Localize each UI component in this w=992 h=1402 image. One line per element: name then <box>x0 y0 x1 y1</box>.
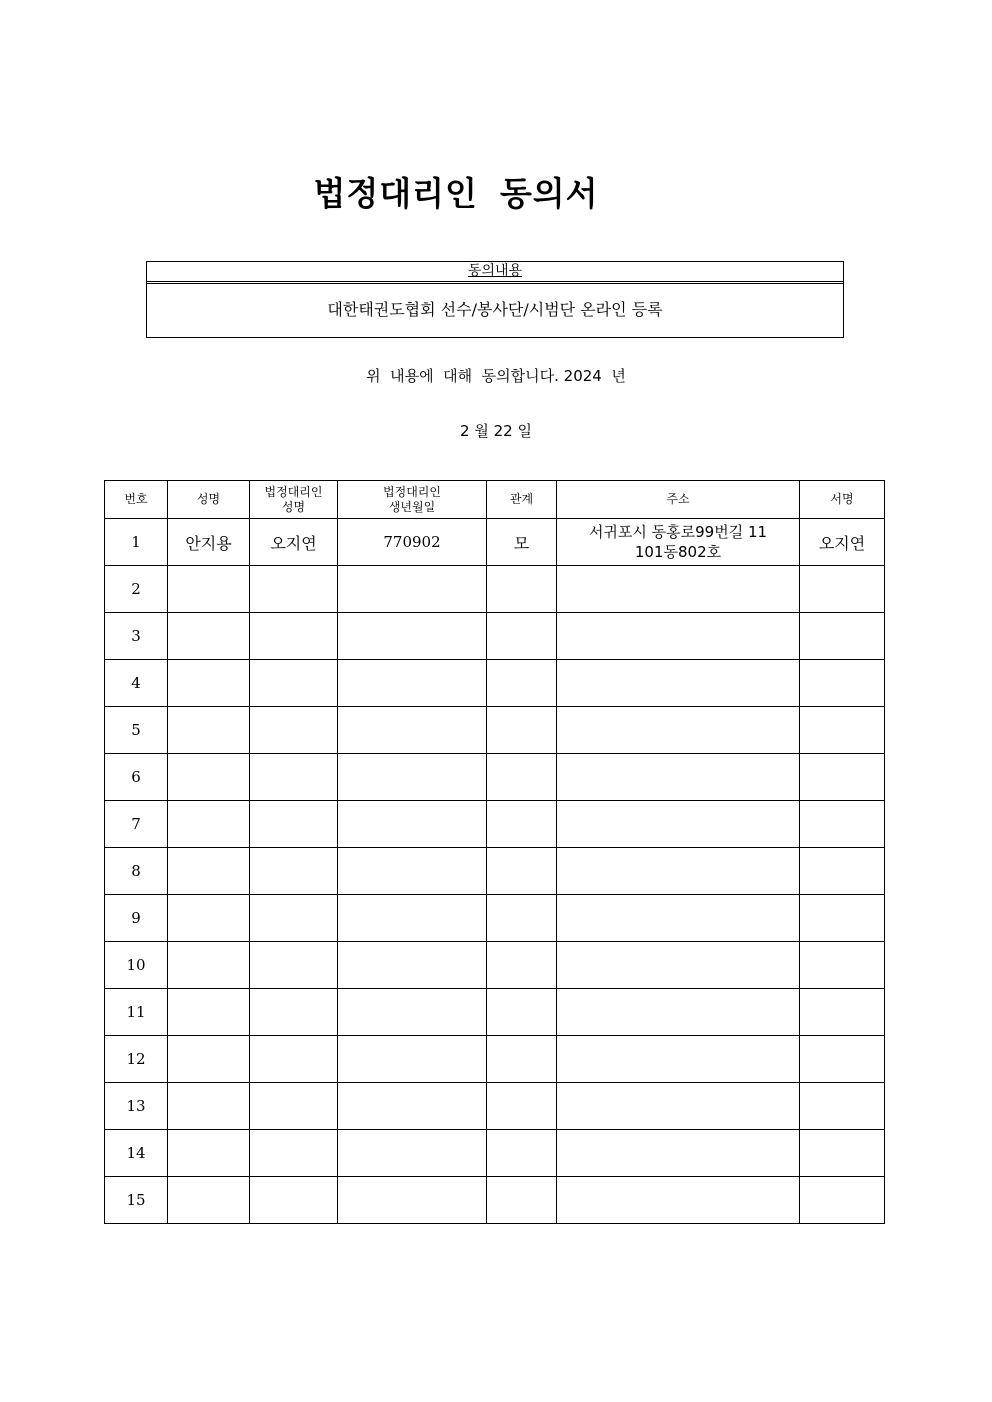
cell-guardian-birth <box>338 942 487 989</box>
cell-guardian-birth <box>338 1036 487 1083</box>
consent-text: 대한태권도협회 선수/봉사단/시범단 온라인 등록 <box>327 300 663 319</box>
cell-no: 1 <box>105 519 168 566</box>
cell-name <box>168 801 250 848</box>
cell-name <box>168 1083 250 1130</box>
cell-guardian-birth <box>338 848 487 895</box>
cell-guardian-name <box>250 1130 338 1177</box>
cell-guardian-name <box>250 1177 338 1224</box>
cell-guardian-name <box>250 1083 338 1130</box>
cell-signature <box>800 1083 885 1130</box>
consent-box <box>146 261 844 338</box>
cell-name <box>168 707 250 754</box>
cell-relation <box>487 660 557 707</box>
table-row <box>105 801 885 848</box>
cell-no: 13 <box>105 1083 168 1130</box>
agree-text: 위 내용에 대해 동의합니다. 2024 년 <box>366 367 626 385</box>
cell-guardian-name <box>250 942 338 989</box>
cell-guardian-name <box>250 660 338 707</box>
cell-address <box>557 566 800 613</box>
table-body <box>105 519 885 1224</box>
table-row <box>105 519 885 566</box>
table-row <box>105 848 885 895</box>
cell-guardian-birth <box>338 1130 487 1177</box>
cell-name <box>168 566 250 613</box>
cell-name <box>168 1036 250 1083</box>
header-relation: 관계 <box>487 481 557 519</box>
header-guardian-name-line1: 법정대리인 <box>264 484 323 499</box>
cell-relation <box>487 1177 557 1224</box>
cell-address <box>557 754 800 801</box>
cell-name <box>168 989 250 1036</box>
cell-name <box>168 1177 250 1224</box>
cell-address <box>557 801 800 848</box>
date-month-unit: 월 <box>474 422 489 440</box>
table-row <box>105 660 885 707</box>
cell-no: 15 <box>105 1177 168 1224</box>
cell-guardian-birth <box>338 989 487 1036</box>
table-row <box>105 942 885 989</box>
cell-signature <box>800 801 885 848</box>
cell-name <box>168 942 250 989</box>
cell-address <box>557 848 800 895</box>
cell-address <box>557 895 800 942</box>
cell-no: 9 <box>105 895 168 942</box>
cell-signature <box>800 989 885 1036</box>
cell-no: 6 <box>105 754 168 801</box>
cell-address <box>557 707 800 754</box>
consent-heading-label: 동의내용 <box>467 263 523 279</box>
cell-guardian-birth <box>338 707 487 754</box>
cell-guardian-name: 오지연 <box>250 519 338 566</box>
cell-guardian-name <box>250 989 338 1036</box>
cell-no: 14 <box>105 1130 168 1177</box>
cell-guardian-birth <box>338 754 487 801</box>
cell-signature <box>800 848 885 895</box>
cell-relation <box>487 989 557 1036</box>
table-row <box>105 1083 885 1130</box>
cell-signature: 오지연 <box>800 519 885 566</box>
cell-relation <box>487 566 557 613</box>
cell-no: 7 <box>105 801 168 848</box>
cell-relation <box>487 707 557 754</box>
cell-address <box>557 660 800 707</box>
cell-name <box>168 1130 250 1177</box>
cell-signature <box>800 707 885 754</box>
header-guardian-name-line2: 성명 <box>281 499 306 514</box>
cell-signature <box>800 1177 885 1224</box>
agree-statement <box>0 365 992 386</box>
cell-no: 5 <box>105 707 168 754</box>
cell-address <box>557 1177 800 1224</box>
cell-relation <box>487 942 557 989</box>
cell-relation <box>487 613 557 660</box>
table-row <box>105 895 885 942</box>
cell-relation: 모 <box>487 519 557 566</box>
cell-guardian-birth: 770902 <box>338 519 487 566</box>
header-no: 번호 <box>105 481 168 519</box>
cell-guardian-name <box>250 801 338 848</box>
cell-address <box>557 519 800 566</box>
cell-no: 12 <box>105 1036 168 1083</box>
header-signature: 서명 <box>800 481 885 519</box>
cell-guardian-birth <box>338 1177 487 1224</box>
cell-guardian-birth <box>338 660 487 707</box>
cell-address <box>557 989 800 1036</box>
cell-signature <box>800 1036 885 1083</box>
table-row <box>105 613 885 660</box>
header-guardian-birth <box>338 481 487 519</box>
cell-name <box>168 660 250 707</box>
consent-heading <box>147 262 843 284</box>
cell-guardian-birth <box>338 1083 487 1130</box>
cell-signature <box>800 754 885 801</box>
cell-guardian-name <box>250 1036 338 1083</box>
cell-no: 8 <box>105 848 168 895</box>
cell-guardian-birth <box>338 613 487 660</box>
cell-address <box>557 613 800 660</box>
table-row <box>105 566 885 613</box>
table-row <box>105 1177 885 1224</box>
cell-signature <box>800 1130 885 1177</box>
cell-signature <box>800 613 885 660</box>
cell-guardian-name <box>250 566 338 613</box>
cell-relation <box>487 754 557 801</box>
cell-guardian-birth <box>338 566 487 613</box>
guardian-table <box>104 480 885 1224</box>
cell-guardian-name <box>250 895 338 942</box>
cell-relation <box>487 1036 557 1083</box>
cell-relation <box>487 801 557 848</box>
cell-relation <box>487 1130 557 1177</box>
cell-guardian-birth <box>338 895 487 942</box>
cell-relation <box>487 895 557 942</box>
cell-address <box>557 1083 800 1130</box>
cell-signature <box>800 942 885 989</box>
address-line-1: 서귀포시 동홍로99번길 11 <box>588 523 768 541</box>
header-name: 성명 <box>168 481 250 519</box>
table-row <box>105 989 885 1036</box>
cell-name <box>168 613 250 660</box>
cell-no: 2 <box>105 566 168 613</box>
header-address: 주소 <box>557 481 800 519</box>
cell-relation <box>487 1083 557 1130</box>
header-guardian-birth-line2: 생년월일 <box>388 499 436 514</box>
cell-address <box>557 1036 800 1083</box>
cell-no: 10 <box>105 942 168 989</box>
date-day: 22 <box>493 422 513 440</box>
table-row <box>105 1036 885 1083</box>
cell-name: 안지용 <box>168 519 250 566</box>
cell-no: 11 <box>105 989 168 1036</box>
header-guardian-birth-line1: 법정대리인 <box>383 484 441 499</box>
cell-guardian-name <box>250 754 338 801</box>
date-month: 2 <box>460 422 470 440</box>
cell-no: 4 <box>105 660 168 707</box>
cell-guardian-name <box>250 707 338 754</box>
table-row <box>105 754 885 801</box>
cell-name <box>168 895 250 942</box>
cell-no: 3 <box>105 613 168 660</box>
cell-address <box>557 1130 800 1177</box>
cell-guardian-name <box>250 848 338 895</box>
cell-name <box>168 848 250 895</box>
cell-relation <box>487 848 557 895</box>
document-title <box>0 168 912 215</box>
date-line <box>0 420 992 441</box>
date-day-unit: 일 <box>517 422 532 440</box>
table-header-row <box>105 481 885 519</box>
cell-signature <box>800 660 885 707</box>
table-row <box>105 707 885 754</box>
cell-address <box>557 942 800 989</box>
cell-guardian-birth <box>338 801 487 848</box>
title-part-2: 동의서 <box>499 174 599 213</box>
cell-name <box>168 754 250 801</box>
title-part-1: 법정대리인 <box>313 174 478 213</box>
cell-signature <box>800 895 885 942</box>
cell-signature <box>800 566 885 613</box>
cell-guardian-name <box>250 613 338 660</box>
table-row <box>105 1130 885 1177</box>
header-guardian-name <box>250 481 338 519</box>
address-line-2: 101동802호 <box>634 543 722 561</box>
